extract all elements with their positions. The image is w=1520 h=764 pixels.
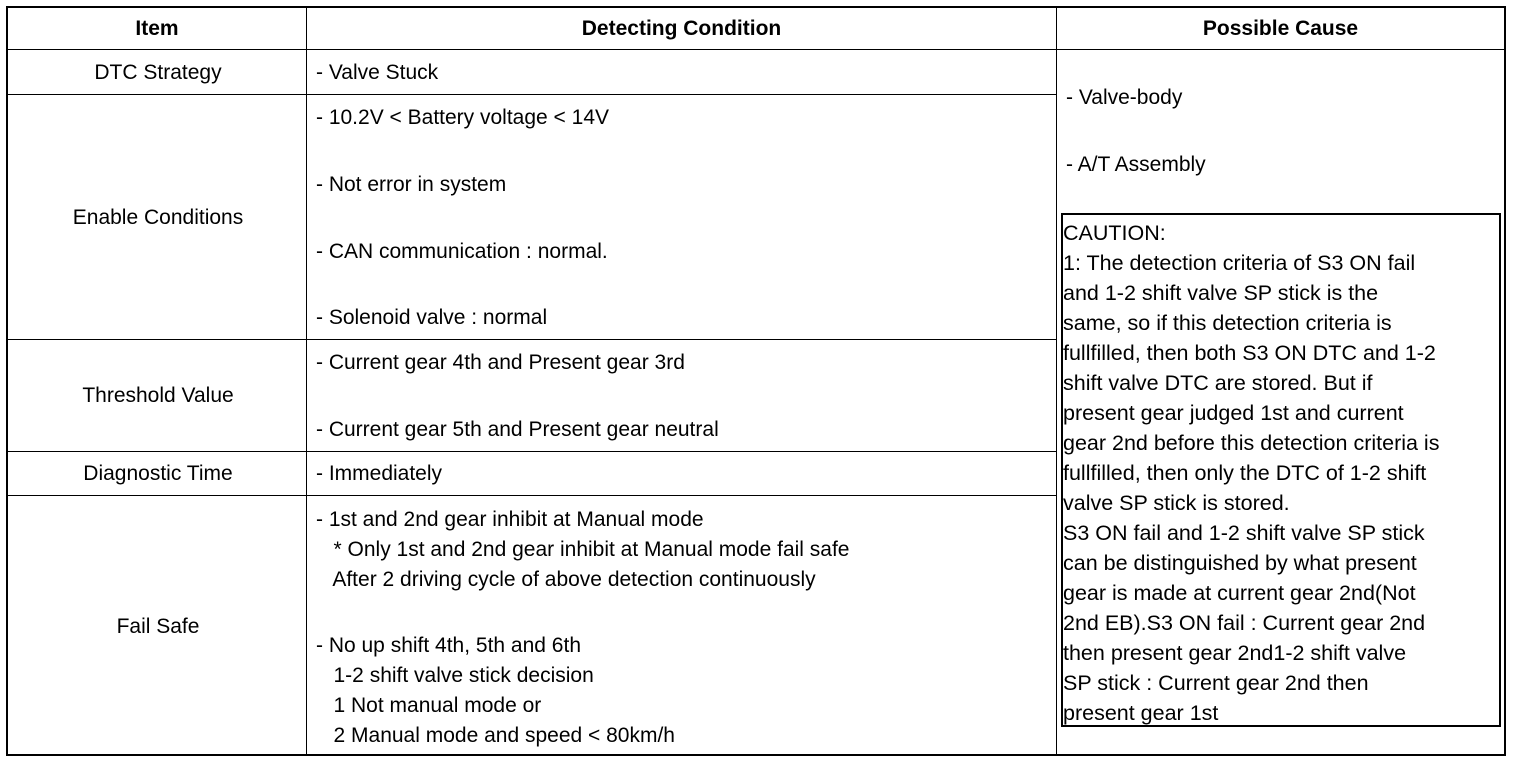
caution-line: 2nd EB).S3 ON fail : Current gear 2nd	[1063, 611, 1426, 635]
condition-line: * Only 1st and 2nd gear inhibit at Manual mode fail safe	[316, 538, 850, 561]
dtc-table	[6, 6, 1506, 756]
condition-line: 1 Not manual mode or	[316, 694, 542, 717]
condition-fail-safe	[316, 505, 1056, 751]
caution-line: then present gear 2nd1-2 shift valve	[1063, 641, 1407, 665]
caution-line: fullfilled, then both S3 ON DTC and 1-2	[1063, 341, 1436, 365]
header-possible-cause: Possible Cause	[1202, 17, 1359, 40]
caution-line: fullfilled, then only the DTC of 1-2 shift	[1063, 461, 1427, 485]
caution-line: gear is made at current gear 2nd(Not	[1063, 581, 1416, 605]
row-divider	[8, 451, 1056, 452]
condition-threshold-value	[316, 348, 1056, 445]
column-divider	[1056, 8, 1057, 754]
condition-line: - Current gear 4th and Present gear 3rd	[316, 351, 685, 374]
caution-line: SP stick : Current gear 2nd then	[1063, 671, 1369, 695]
header-item: Item	[135, 17, 179, 40]
condition-line: - Immediately	[316, 462, 443, 485]
condition-diagnostic-time	[316, 459, 1056, 489]
row-divider	[8, 94, 1056, 95]
item-fail-safe: Fail Safe	[116, 614, 200, 638]
caution-line: valve SP stick is stored.	[1063, 491, 1290, 515]
caution-box	[1061, 213, 1501, 727]
caution-line: gear 2nd before this detection criteria is	[1063, 431, 1440, 455]
item-dtc-strategy: DTC Strategy	[94, 60, 222, 84]
condition-line: - 10.2V < Battery voltage < 14V	[316, 106, 610, 129]
condition-dtc-strategy	[316, 58, 1056, 88]
cause-valve-body: - Valve-body	[1066, 86, 1183, 109]
caution-line: and 1-2 shift valve SP stick is the	[1063, 281, 1379, 305]
condition-line: - No up shift 4th, 5th and 6th	[316, 634, 582, 657]
condition-line: 1-2 shift valve stick decision	[316, 664, 594, 687]
caution-title: CAUTION:	[1063, 221, 1166, 245]
caution-line: S3 ON fail and 1-2 shift valve SP stick	[1063, 521, 1425, 545]
condition-line: - Not error in system	[316, 173, 507, 196]
condition-enable-conditions	[316, 103, 1056, 333]
condition-line: After 2 driving cycle of above detection continuously	[316, 568, 816, 591]
condition-line: - 1st and 2nd gear inhibit at Manual mode	[316, 508, 704, 531]
condition-line: 2 Manual mode and speed < 80km/h	[316, 724, 675, 747]
caution-line: shift valve DTC are stored. But if	[1063, 371, 1373, 395]
row-divider	[8, 495, 1056, 496]
caution-line: can be distinguished by what present	[1063, 551, 1417, 575]
caution-line: present gear 1st	[1063, 701, 1219, 725]
caution-line: same, so if this detection criteria is	[1063, 311, 1392, 335]
item-diagnostic-time: Diagnostic Time	[83, 462, 233, 485]
item-enable-conditions: Enable Conditions	[72, 205, 244, 229]
cause-at-assembly: - A/T Assembly	[1066, 153, 1206, 176]
condition-line: - CAN communication : normal.	[316, 240, 608, 263]
row-divider	[8, 339, 1056, 340]
condition-line: - Valve Stuck	[316, 61, 439, 84]
caution-line: present gear judged 1st and current	[1063, 401, 1404, 425]
header-detecting-condition: Detecting Condition	[581, 17, 782, 40]
condition-line: - Current gear 5th and Present gear neutral	[316, 418, 719, 441]
item-threshold-value: Threshold Value	[82, 384, 234, 407]
condition-line: - Solenoid valve : normal	[316, 306, 548, 329]
caution-line: 1: The detection criteria of S3 ON fail	[1063, 251, 1416, 275]
